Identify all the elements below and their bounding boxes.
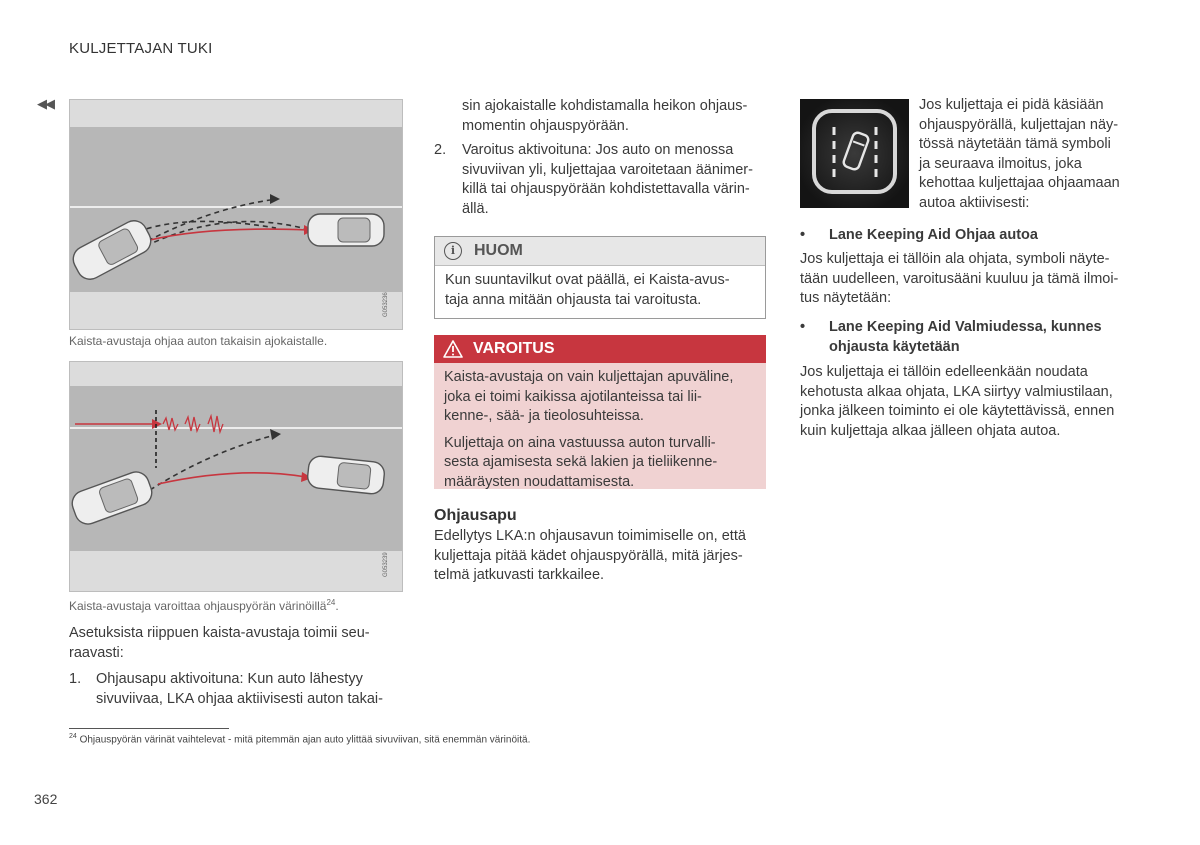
text-line: kuin kuljettaja alkaa jälleen ohjata autoa. xyxy=(800,422,1061,439)
bullet-lane-keeping-standby xyxy=(800,318,1140,358)
text-line: tössä näytetään tämä symboli xyxy=(919,136,1111,152)
text-line: Jos kuljettaja ei tällöin ala ohjata, symboli näyte- xyxy=(800,251,1110,267)
text-line: telmä jatkuvasti tarkkailee. xyxy=(434,567,605,583)
text-line: ja seuraava ilmoitus, joka xyxy=(919,155,1082,172)
figure-lane-warning xyxy=(69,361,403,592)
warning-box xyxy=(434,335,766,489)
symbol-description xyxy=(919,96,1120,213)
note-header xyxy=(435,237,765,266)
warning-title: VAROITUS xyxy=(473,340,555,357)
warning-header xyxy=(434,335,766,363)
warning-triangle-icon xyxy=(443,340,463,358)
text-line: sivuviivan yli, kuljettajaa varoitetaan äänimer- xyxy=(462,161,753,178)
page-header: KULJETTAJAN TUKI xyxy=(69,40,213,57)
text-line: momentin ohjauspyörään. xyxy=(462,117,629,134)
text-line: Jos kuljettaja ei pidä käsiään xyxy=(919,97,1104,113)
text-line: kehottaa kuljettajaa ohjaamaan xyxy=(919,175,1120,191)
text-line: Jos kuljettaja ei tällöin edelleenkään noudata xyxy=(800,364,1088,380)
warning-paragraph-1 xyxy=(444,368,756,427)
text-line: taja anna mitään ohjausta tai varoitusta. xyxy=(445,291,702,308)
footnote-text: Ohjauspyörän värinät vaihtelevat - mitä pitemmän ajan auto ylittää sivuviivan, sitä enemmän värinöitä. xyxy=(79,734,531,746)
warning-body xyxy=(434,363,766,505)
list-number: 2. xyxy=(434,142,447,158)
list-number: 1. xyxy=(69,671,82,687)
text-line: Lane Keeping Aid Valmiudessa, kunnes xyxy=(829,319,1102,335)
text-line: määräysten noudattamisesta. xyxy=(444,473,635,490)
list-item-1-continued xyxy=(462,97,747,136)
text-line: Varoitus aktivoituna: Jos auto on menossa xyxy=(462,142,734,158)
text-line: sin ajokaistalle kohdistamalla heikon ohjaus- xyxy=(462,98,748,114)
warning-paragraph-2 xyxy=(444,434,756,493)
intro-paragraph xyxy=(69,624,370,663)
text-line: sesta ajamisesta sekä lakien ja tieliikenne- xyxy=(444,454,718,470)
text-line: Kuljettaja on aina vastuussa auton turvalli- xyxy=(444,434,716,451)
page-number: 362 xyxy=(34,791,58,807)
text-line: kuljettaja pitää kädet ohjauspyörällä, mitä järjes- xyxy=(434,547,743,564)
note-title: HUOM xyxy=(474,242,523,259)
text-line: Ohjausapu aktivoituna: Kun auto lähestyy xyxy=(96,671,363,687)
text-line: ohjauspyörällä, kuljettajan näy- xyxy=(919,116,1119,133)
info-circle-icon: i xyxy=(444,242,462,260)
list-item-2 xyxy=(434,141,774,221)
caption-end: . xyxy=(335,599,339,613)
text-line: ohjausta käytetään xyxy=(829,338,960,355)
footnote xyxy=(69,733,530,745)
text-line: tus näytetään: xyxy=(800,290,892,306)
caption-text: Kaista-avustaja varoittaa ohjauspyörän värinöillä xyxy=(69,599,327,613)
figure-caption: Kaista-avustaja ohjaa auton takaisin ajokaistalle. xyxy=(69,334,328,348)
text-line: Edellytys LKA:n ohjausavun toimimiselle on, että xyxy=(434,528,746,544)
text-line: Kaista-avustaja on vain kuljettajan apuväline, xyxy=(444,369,734,385)
lane-keeping-hands-on-icon xyxy=(800,99,909,208)
text-line: raavasti: xyxy=(69,644,124,661)
text-line: kenne-, sää- ja tieolosuhteissa. xyxy=(444,408,644,424)
text-line: Asetuksista riippuen kaista-avustaja toimii seu- xyxy=(69,625,370,641)
ohjausapu-paragraph xyxy=(434,527,746,586)
bullet-dot: • xyxy=(800,227,806,243)
bullet2-paragraph xyxy=(800,363,1114,441)
list-item-1 xyxy=(69,670,409,710)
text-line: sivuviivaa, LKA ohjaa aktiivisesti auton takai- xyxy=(96,690,383,707)
figure-caption xyxy=(69,598,339,613)
text-line: ällä. xyxy=(462,200,489,217)
bullet1-paragraph xyxy=(800,250,1118,309)
footnote-ref[interactable]: 24 xyxy=(326,598,336,607)
double-left-triangle-icon[interactable]: ◀◀ xyxy=(37,96,53,111)
text-line: kehotusta alkaa ohjata, LKA siirtyy valmiustilaan, xyxy=(800,383,1113,400)
figure-lane-steering xyxy=(69,99,403,330)
figure-code: G053236 xyxy=(383,292,389,317)
bullet-dot: • xyxy=(800,319,806,335)
bullet-text: Lane Keeping Aid Ohjaa autoa xyxy=(829,227,1038,243)
text-line: Kun suuntavilkut ovat päällä, ei Kaista-avus- xyxy=(445,272,730,288)
text-line: autoa aktiivisesti: xyxy=(919,194,1030,211)
text-line: joka ei toimi kaikissa ajotilanteissa tai lii- xyxy=(444,388,702,405)
bullet-lane-keeping-steering xyxy=(800,226,1140,246)
text-line: tään uudelleen, varoitusääni kuuluu ja tämä ilmoi- xyxy=(800,270,1119,287)
footnote-divider xyxy=(69,728,229,729)
note-body xyxy=(435,266,765,316)
text-line: jonka jälkeen toiminto ei ole käytettävissä, ennen xyxy=(800,403,1115,419)
note-box xyxy=(434,236,766,319)
text-line: killä tai ohjauspyörään kohdistettavalla värin- xyxy=(462,181,750,197)
car-right xyxy=(308,214,384,246)
figure-code: G053239 xyxy=(383,552,389,577)
footnote-number: 24 xyxy=(69,733,77,740)
section-title-ohjausapu: Ohjausapu xyxy=(434,507,517,524)
